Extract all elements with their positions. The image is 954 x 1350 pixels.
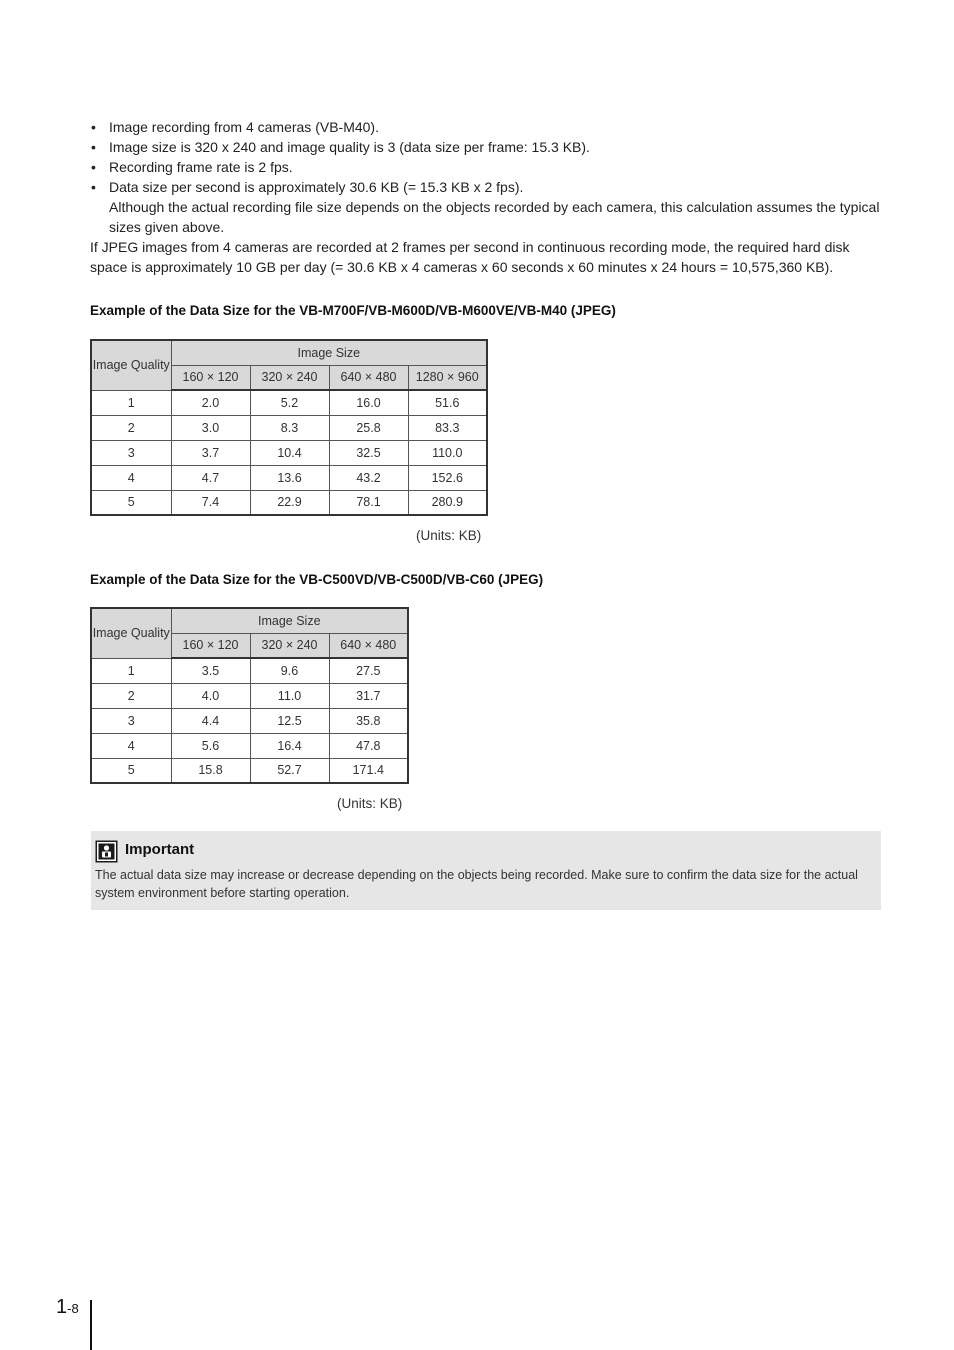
size-cell: 171.4 <box>329 758 408 783</box>
size-cell: 12.5 <box>250 708 329 733</box>
data-size-table-m-series <box>90 339 488 516</box>
table-row <box>91 440 487 465</box>
table-row <box>91 390 487 415</box>
size-cell: 16.4 <box>250 733 329 758</box>
size-cell: 3.7 <box>171 440 250 465</box>
quality-cell: 3 <box>91 708 171 733</box>
size-cell: 3.0 <box>171 415 250 440</box>
size-cell: 22.9 <box>250 490 329 515</box>
size-header: Image Size <box>171 340 487 365</box>
size-column-header: 160 × 120 <box>171 633 250 658</box>
table-row <box>91 415 487 440</box>
data-size-table-c-series <box>90 607 409 784</box>
list-item: • Recording frame rate is 2 fps. <box>91 159 293 175</box>
size-cell: 27.5 <box>329 658 408 683</box>
size-cell: 5.6 <box>171 733 250 758</box>
list-item: • Data size per second is approximately 30.6 KB (= 15.3 KB x 2 fps). Although the actual recording file size depends on the objects recorded by each camera, this calculation assumes the typical sizes given above. <box>90 177 885 237</box>
quality-cell: 4 <box>91 733 171 758</box>
page-rule <box>90 1300 92 1350</box>
list-item: • Image recording from 4 cameras (VB-M40). <box>91 119 379 135</box>
assumption-list <box>90 117 885 237</box>
calculation-paragraph: If JPEG images from 4 cameras are recorded at 2 frames per second in continuous recording mode, the required hard disk space is approximately 10 GB per day (= 30.6 KB x 4 cameras x 60 seconds x 60 minutes x 24 hours = 10,575,360 KB). <box>90 239 850 275</box>
important-title: Important <box>125 841 195 858</box>
size-header: Image Size <box>171 608 408 633</box>
size-cell: 47.8 <box>329 733 408 758</box>
size-cell: 15.8 <box>171 758 250 783</box>
quality-cell: 3 <box>91 440 171 465</box>
quality-cell: 5 <box>91 758 171 783</box>
table2-title: Example of the Data Size for the VB-C500VD/VB-C500D/VB-C60 (JPEG) <box>90 572 544 587</box>
size-cell: 52.7 <box>250 758 329 783</box>
size-cell: 51.6 <box>408 390 487 415</box>
size-cell: 10.4 <box>250 440 329 465</box>
table1-title: Example of the Data Size for the VB-M700F/VB-M600D/VB-M600VE/VB-M40 (JPEG) <box>90 303 616 318</box>
table-row <box>91 733 408 758</box>
size-cell: 78.1 <box>329 490 408 515</box>
bullet-note: Although the actual recording file size depends on the objects recorded by each camera, this calculation assumes the typical sizes given above. <box>109 199 880 235</box>
size-cell: 5.2 <box>250 390 329 415</box>
table1-units: (Units: KB) <box>416 528 482 543</box>
size-cell: 32.5 <box>329 440 408 465</box>
size-cell: 13.6 <box>250 465 329 490</box>
size-cell: 9.6 <box>250 658 329 683</box>
size-column-header: 160 × 120 <box>171 365 250 390</box>
intro-section <box>90 117 885 277</box>
quality-cell: 5 <box>91 490 171 515</box>
quality-cell: 1 <box>91 390 171 415</box>
size-cell: 152.6 <box>408 465 487 490</box>
list-item: • Image size is 320 x 240 and image quality is 3 (data size per frame: 15.3 KB). <box>91 139 590 155</box>
size-cell: 2.0 <box>171 390 250 415</box>
size-cell: 110.0 <box>408 440 487 465</box>
size-cell: 4.7 <box>171 465 250 490</box>
table-row <box>91 683 408 708</box>
table-row <box>91 708 408 733</box>
table-row <box>91 490 487 515</box>
size-cell: 31.7 <box>329 683 408 708</box>
size-cell: 16.0 <box>329 390 408 415</box>
size-cell: 7.4 <box>171 490 250 515</box>
size-column-header: 320 × 240 <box>250 365 329 390</box>
size-cell: 4.4 <box>171 708 250 733</box>
quality-cell: 4 <box>91 465 171 490</box>
table-row <box>91 465 487 490</box>
size-cell: 83.3 <box>408 415 487 440</box>
table-row <box>91 658 408 683</box>
important-notice <box>91 831 881 910</box>
table-row <box>91 758 408 783</box>
important-icon <box>95 840 118 863</box>
quality-cell: 2 <box>91 415 171 440</box>
table2-units: (Units: KB) <box>337 796 403 811</box>
size-column-header: 640 × 480 <box>329 365 408 390</box>
size-column-header: 320 × 240 <box>250 633 329 658</box>
quality-header: Image Quality <box>91 340 171 390</box>
quality-cell: 2 <box>91 683 171 708</box>
size-cell: 43.2 <box>329 465 408 490</box>
size-column-header: 1280 × 960 <box>408 365 487 390</box>
size-cell: 35.8 <box>329 708 408 733</box>
quality-cell: 1 <box>91 658 171 683</box>
size-cell: 4.0 <box>171 683 250 708</box>
size-cell: 25.8 <box>329 415 408 440</box>
quality-header: Image Quality <box>91 608 171 658</box>
size-cell: 8.3 <box>250 415 329 440</box>
size-cell: 11.0 <box>250 683 329 708</box>
size-cell: 3.5 <box>171 658 250 683</box>
page-number: 1-8 <box>56 1296 79 1318</box>
important-text: The actual data size may increase or decrease depending on the objects being recorded. Make sure to confirm the data size for the actual system environment before starting operation. <box>95 868 858 900</box>
size-cell: 280.9 <box>408 490 487 515</box>
size-column-header: 640 × 480 <box>329 633 408 658</box>
